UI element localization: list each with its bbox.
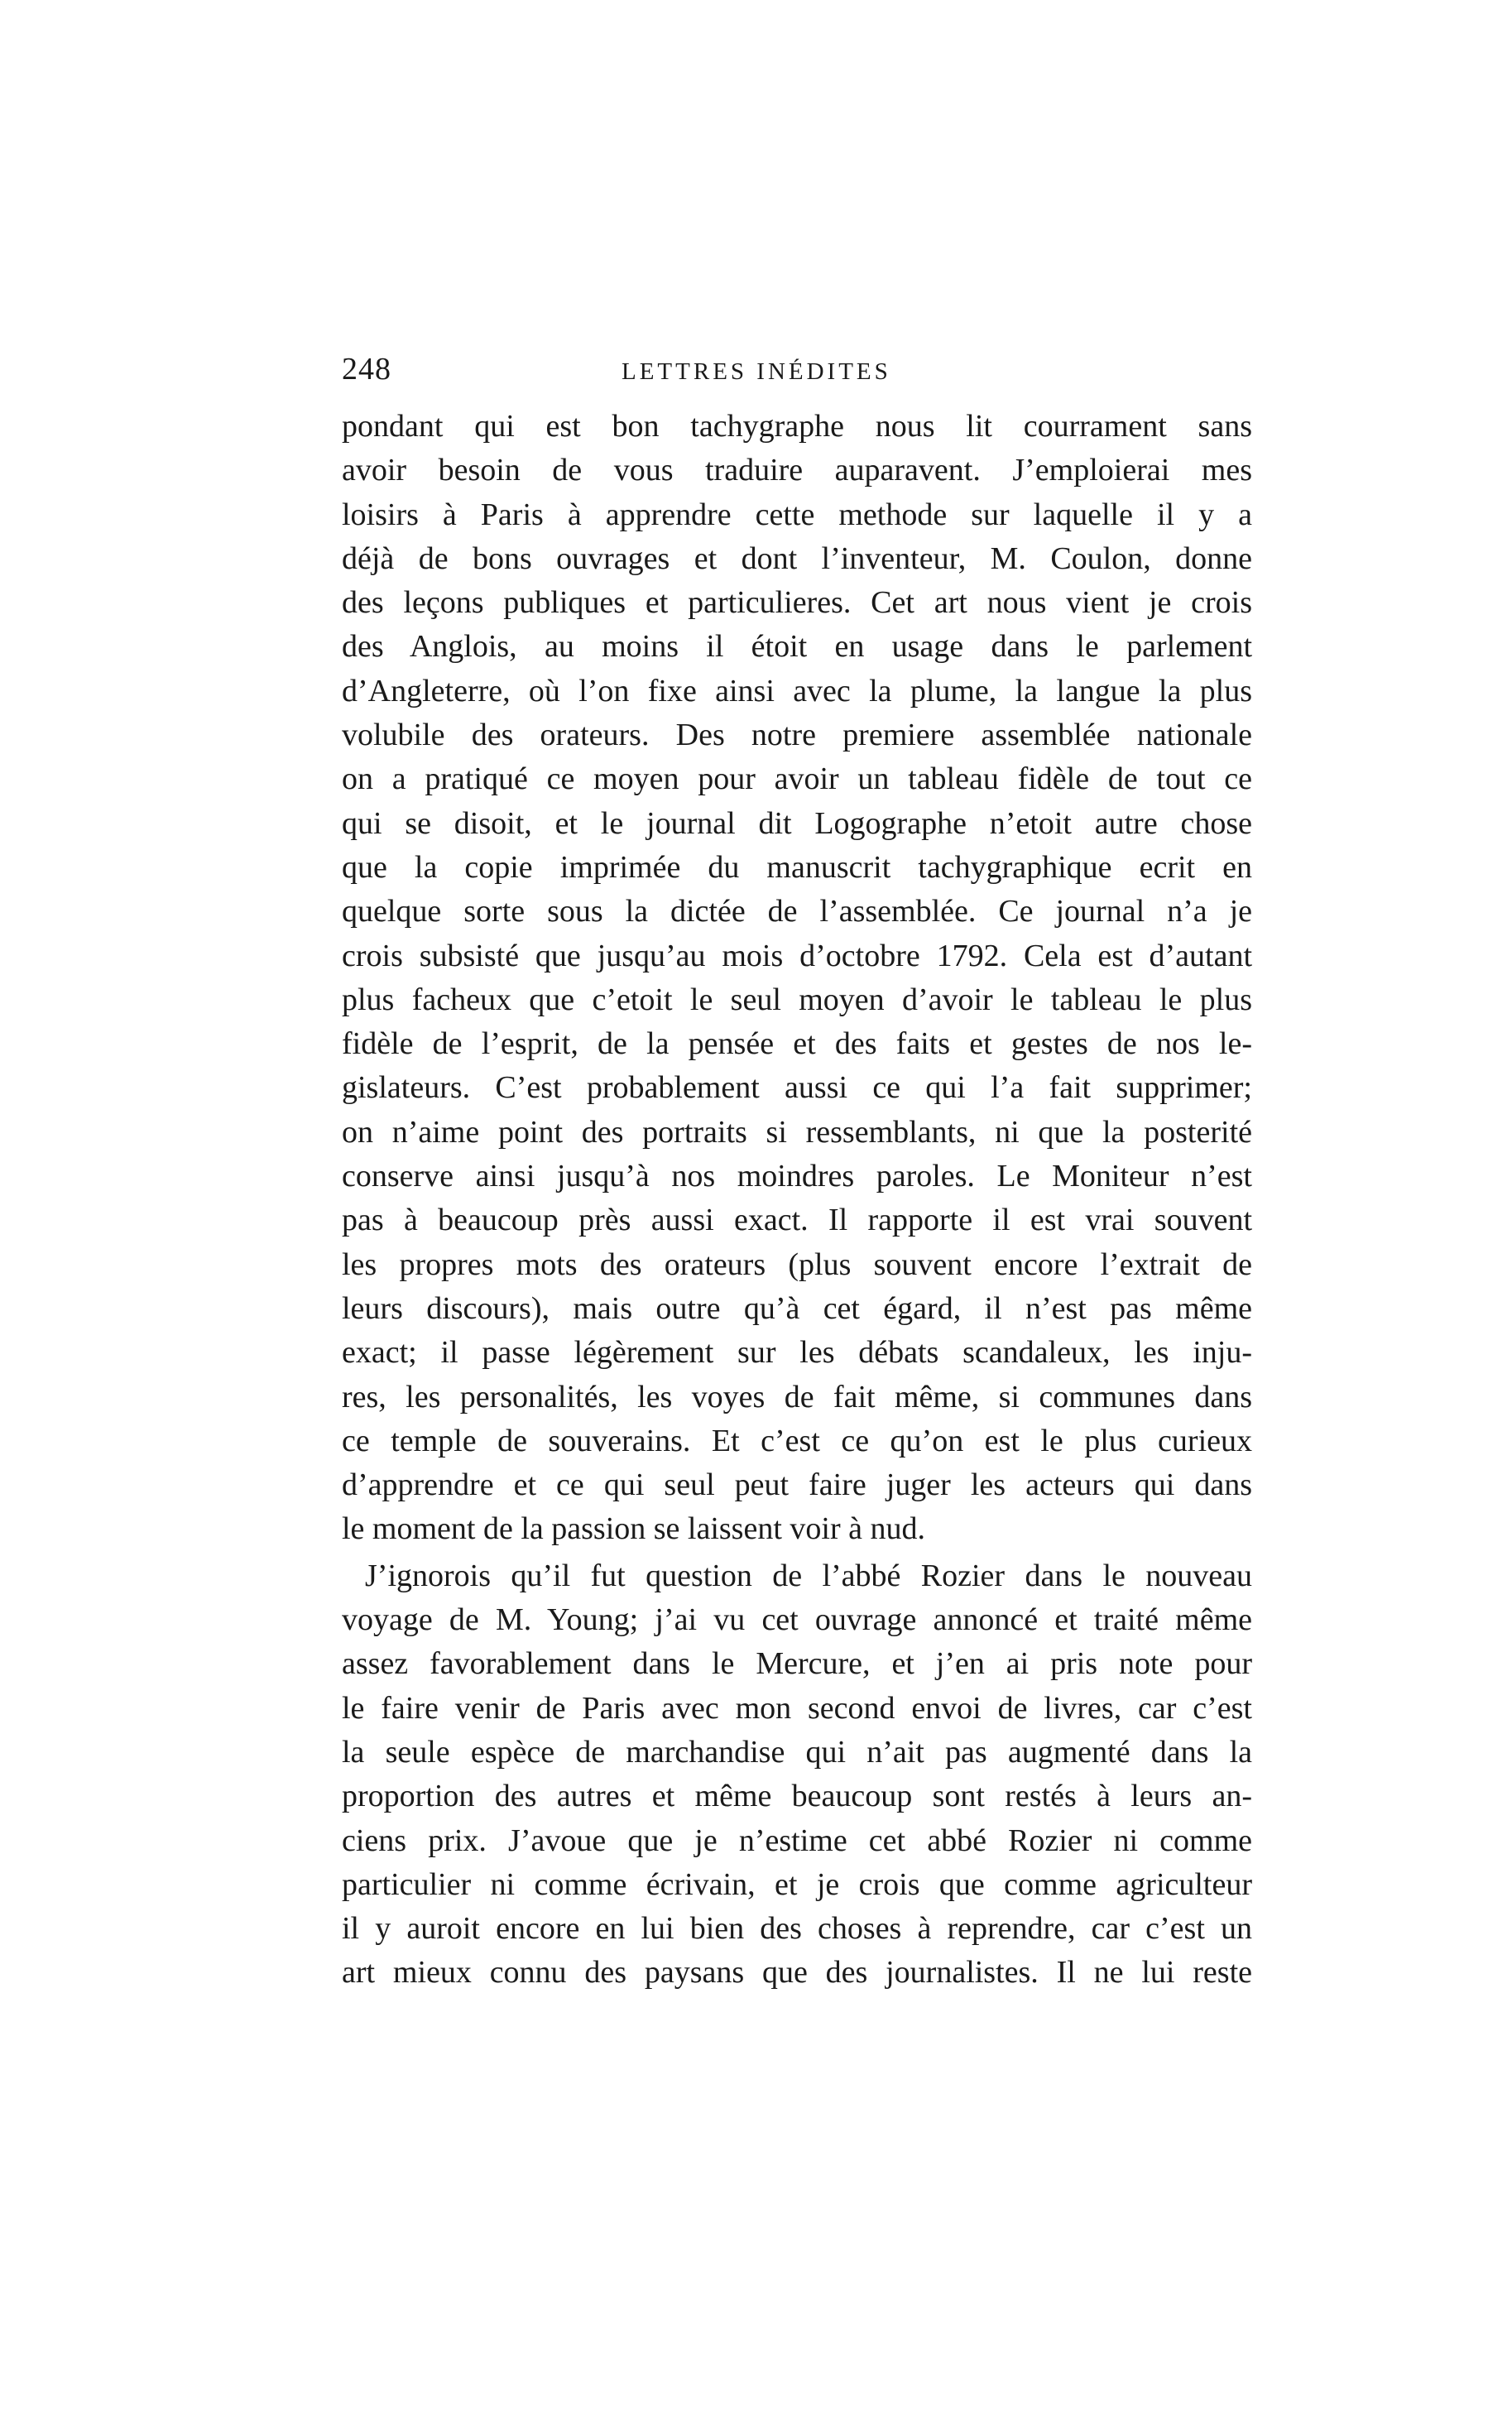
text-line: exact; il passe légèrement sur les débats scandaleux, les inju- [342, 1335, 1252, 1371]
text-line: gislateurs. C’est probablement aussi ce qui l’a fait supprimer; [342, 1070, 1252, 1106]
text-line: d’apprendre et ce qui seul peut faire juger les acteurs qui dans [342, 1467, 1252, 1503]
text-line: voyage de M. Young; j’ai vu cet ouvrage annoncé et traité même [342, 1602, 1252, 1638]
text-line: il y auroit encore en lui bien des choses à reprendre, car c’est un [342, 1911, 1252, 1947]
text-line: quelque sorte sous la dictée de l’assemblée. Ce journal n’a je [342, 894, 1252, 929]
page-header [342, 351, 1252, 401]
text-line: les propres mots des orateurs (plus souvent encore l’extrait de [342, 1246, 1252, 1282]
text-line: des Anglois, au moins il étoit en usage dans le parlement [342, 629, 1252, 665]
text-line: la seule espèce de marchandise qui n’ait pas augmenté dans la [342, 1734, 1252, 1770]
text-line: pondant qui est bon tachygraphe nous lit courrament sans [342, 409, 1252, 444]
paragraph [342, 1554, 1252, 1996]
page-number: 248 [342, 352, 391, 387]
text-line: volubile des orateurs. Des notre premiere assemblée nationale [342, 718, 1252, 753]
running-title: LETTRES INÉDITES [622, 358, 891, 385]
text-line: leurs discours), mais outre qu’à cet égard, il n’est pas même [342, 1290, 1252, 1326]
text-line: que la copie imprimée du manuscrit tachygraphique ecrit en [342, 849, 1252, 885]
text-line: loisirs à Paris à apprendre cette methode sur laquelle il y a [342, 497, 1252, 532]
text-line: conserve ainsi jusqu’à nos moindres paroles. Le Moniteur n’est [342, 1159, 1252, 1194]
text-line: assez favorablement dans le Mercure, et j’en ai pris note pour [342, 1646, 1252, 1682]
paragraph [342, 405, 1252, 1552]
text-line: J’ignorois qu’il fut question de l’abbé Rozier dans le nouveau [365, 1558, 1252, 1593]
text-line: le faire venir de Paris avec mon second envoi de livres, car c’est [342, 1690, 1252, 1726]
text-line: le moment de la passion se laissent voir à nud. [342, 1511, 925, 1547]
text-line: plus facheux que c’etoit le seul moyen d’avoir le tableau le plus [342, 982, 1252, 1017]
text-body [342, 405, 1252, 1996]
text-line: d’Angleterre, où l’on fixe ainsi avec la plume, la langue la plus [342, 673, 1252, 708]
text-line: ciens prix. J’avoue que je n’estime cet abbé Rozier ni comme [342, 1823, 1252, 1858]
text-line: on n’aime point des portraits si ressemblants, ni que la posterité [342, 1114, 1252, 1150]
text-line: déjà de bons ouvrages et dont l’inventeur, M. Coulon, donne [342, 540, 1252, 576]
text-line: res, les personalités, les voyes de fait même, si communes dans [342, 1379, 1252, 1414]
text-line: art mieux connu des paysans que des journalistes. Il ne lui reste [342, 1955, 1252, 1991]
text-line: crois subsisté que jusqu’au mois d’octobre 1792. Cela est d’autant [342, 938, 1252, 973]
text-line: on a pratiqué ce moyen pour avoir un tableau fidèle de tout ce [342, 761, 1252, 797]
text-line: proportion des autres et même beaucoup sont restés à leurs an- [342, 1779, 1252, 1814]
text-line: ce temple de souverains. Et c’est ce qu’on est le plus curieux [342, 1423, 1252, 1458]
text-line: qui se disoit, et le journal dit Logographe n’etoit autre chose [342, 805, 1252, 841]
text-line: pas à beaucoup près aussi exact. Il rapporte il est vrai souvent [342, 1203, 1252, 1238]
text-line: des leçons publiques et particulieres. Cet art nous vient je crois [342, 585, 1252, 621]
text-line: fidèle de l’esprit, de la pensée et des faits et gestes de nos le- [342, 1026, 1252, 1062]
text-line: particulier ni comme écrivain, et je crois que comme agriculteur [342, 1866, 1252, 1902]
text-line: avoir besoin de vous traduire auparavent. J’emploierai mes [342, 453, 1252, 488]
